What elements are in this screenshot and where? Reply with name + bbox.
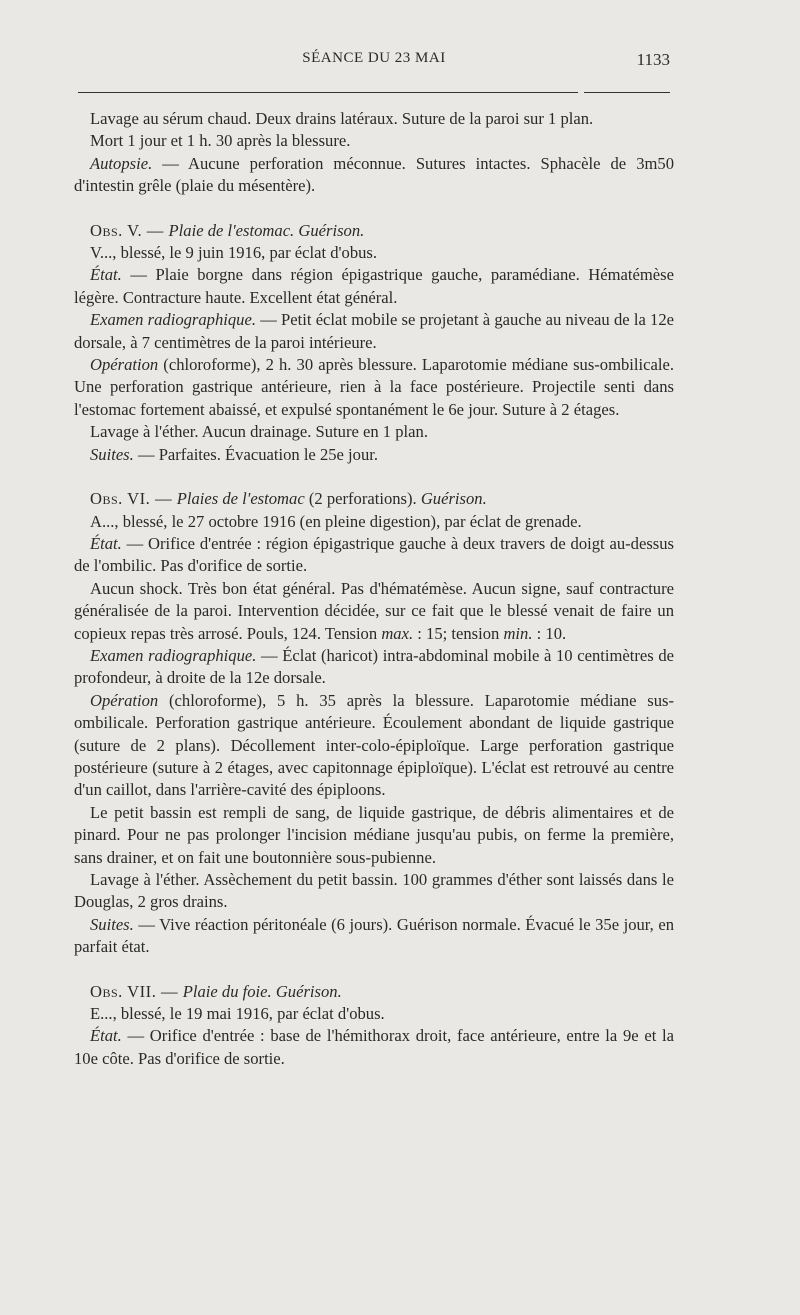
paragraph	[74, 914, 674, 959]
label-etat: État.	[90, 533, 122, 553]
paragraph	[74, 533, 674, 578]
obs-title-mid: (2 perforations).	[304, 489, 421, 509]
obs-title: Plaies de l'estomac	[176, 489, 305, 509]
page-header	[78, 50, 670, 76]
paragraph: E..., blessé, le 19 mai 1916, par éclat d'obus.	[90, 1004, 385, 1024]
obs-title: Plaie de l'estomac. Guérison.	[168, 220, 365, 240]
obs-number: Obs. VII. —	[90, 981, 183, 1001]
paragraph-text: — Éclat (haricot) intra-abdominal mobile à 10 centimètres de profondeur, à droite de la 12e dorsale.	[74, 645, 674, 688]
header-rule-number	[584, 92, 670, 93]
paragraph: Le petit bassin est rempli de sang, de liquide gastrique, de débris alimentaires et de pinard. Pour ne pas prolonger l'incision médiane jusqu'au pubis, on ferme la première, sans drainer, et on fait une boutonnière sous-pubienne.	[74, 802, 674, 867]
label-examen: Examen radiographique.	[90, 310, 256, 330]
observation-7	[74, 981, 674, 1071]
paragraph-text: : 10.	[532, 623, 567, 643]
paragraph-text: — Plaie borgne dans région épigastrique gauche, paramédiane. Hématémèse légère. Contracture haute. Excellent état général.	[74, 265, 674, 307]
observation-5	[74, 220, 674, 466]
paragraph-text: — Parfaites. Évacuation le 25e jour.	[133, 444, 379, 464]
paragraph: Lavage à l'éther. Assèchement du petit bassin. 100 grammes d'éther sont laissés dans le Douglas, 2 gros drains.	[74, 870, 674, 912]
obs-number: Obs. V. —	[90, 220, 169, 240]
paragraph	[74, 264, 674, 309]
label-autopsie: Autopsie.	[90, 153, 153, 173]
paragraph	[74, 354, 674, 421]
paragraph-text: (chloroforme), 2 h. 30 après blessure. Laparotomie médiane sus-ombilicale. Une perforation gastrique antérieure, rien à la face postérieure. Projectile senti dans l'estomac fortement abaissé, et expulsé spontanément le 6e jour. Suture à 2 étages.	[74, 355, 674, 419]
paragraph	[74, 444, 674, 466]
paragraph: Mort 1 jour et 1 h. 30 après la blessure.	[90, 131, 351, 151]
paragraph	[74, 309, 674, 354]
label-etat: État.	[90, 1026, 122, 1046]
observation-6	[74, 488, 674, 959]
running-head: SÉANCE DU 23 MAI	[302, 50, 446, 66]
paragraph-text: (chloroforme), 5 h. 35 après la blessure. Laparotomie médiane sus-ombilicale. Perforation gastrique antérieure. Écoulement abondant de liquide gastrique (suture de 2 plans). Décollement inter-colo-épiploïque. Large perforation gastrique postérieure (suture à 2 étages, avec capitonnage épiploïque). L'éclat est retrouvé au centre d'un caillot, dans l'arrière-cavité des épiploons.	[74, 690, 674, 800]
obs-title: Plaie du foie. Guérison.	[182, 981, 342, 1001]
paragraph-text: — Aucune perforation méconnue. Sutures intactes. Sphacèle de 3m50 d'intestin grêle (plaie du mésentère).	[74, 153, 674, 196]
paragraph: V..., blessé, le 9 juin 1916, par éclat d'obus.	[90, 243, 378, 263]
label-operation: Opération	[90, 690, 159, 710]
intro-block	[74, 108, 674, 198]
paragraph-text: — Orifice d'entrée : base de l'hémithorax droit, face antérieure, entre la 9e et la 10e côte. Pas d'orifice de sortie.	[74, 1026, 674, 1068]
page-number: 1133	[636, 50, 670, 69]
tension-min: min.	[503, 623, 533, 643]
paragraph	[74, 153, 674, 198]
body-text	[74, 108, 674, 1070]
paragraph-text: — Vive réaction péritonéale (6 jours). Guérison normale. Évacué le 35e jour, en parfait état.	[74, 914, 674, 957]
label-examen: Examen radiographique.	[90, 645, 257, 665]
obs-title-end: Guérison.	[420, 489, 487, 509]
tension-max: max.	[381, 623, 414, 643]
label-suites: Suites.	[90, 444, 134, 464]
paragraph-text: Aucun shock. Très bon état général. Pas d'hématémèse. Aucun signe, sauf contracture généralisée de la paroi. Intervention décidée, sur ce fait que le blessé venait de faire un copieux repas très arrosé. Pouls, 124. Tension	[74, 578, 674, 643]
paragraph-text: — Orifice d'entrée : région épigastrique gauche à deux travers de doigt au-dessus de l'ombilic. Pas d'orifice de sortie.	[74, 533, 674, 576]
paragraph: A..., blessé, le 27 octobre 1916 (en pleine digestion), par éclat de grenade.	[90, 511, 582, 531]
paragraph	[74, 690, 674, 802]
obs-number: Obs. VI. —	[90, 489, 177, 509]
paragraph	[74, 1025, 674, 1070]
observation-heading	[74, 488, 674, 510]
paragraph: Lavage à l'éther. Aucun drainage. Suture en 1 plan.	[90, 422, 428, 442]
observation-heading	[74, 220, 674, 242]
label-etat: État.	[90, 265, 122, 285]
header-rule	[78, 92, 578, 93]
label-operation: Opération	[90, 355, 159, 375]
paragraph-text: : 15; tension	[413, 623, 504, 643]
label-suites: Suites.	[90, 914, 134, 934]
paragraph	[74, 645, 674, 690]
paragraph: Lavage au sérum chaud. Deux drains latéraux. Suture de la paroi sur 1 plan.	[90, 109, 594, 128]
paragraph	[74, 578, 674, 645]
paragraph-text: — Petit éclat mobile se projetant à gauche au niveau de la 12e dorsale, à 7 centimètres de la paroi intérieure.	[74, 310, 674, 352]
observation-heading	[74, 981, 674, 1003]
